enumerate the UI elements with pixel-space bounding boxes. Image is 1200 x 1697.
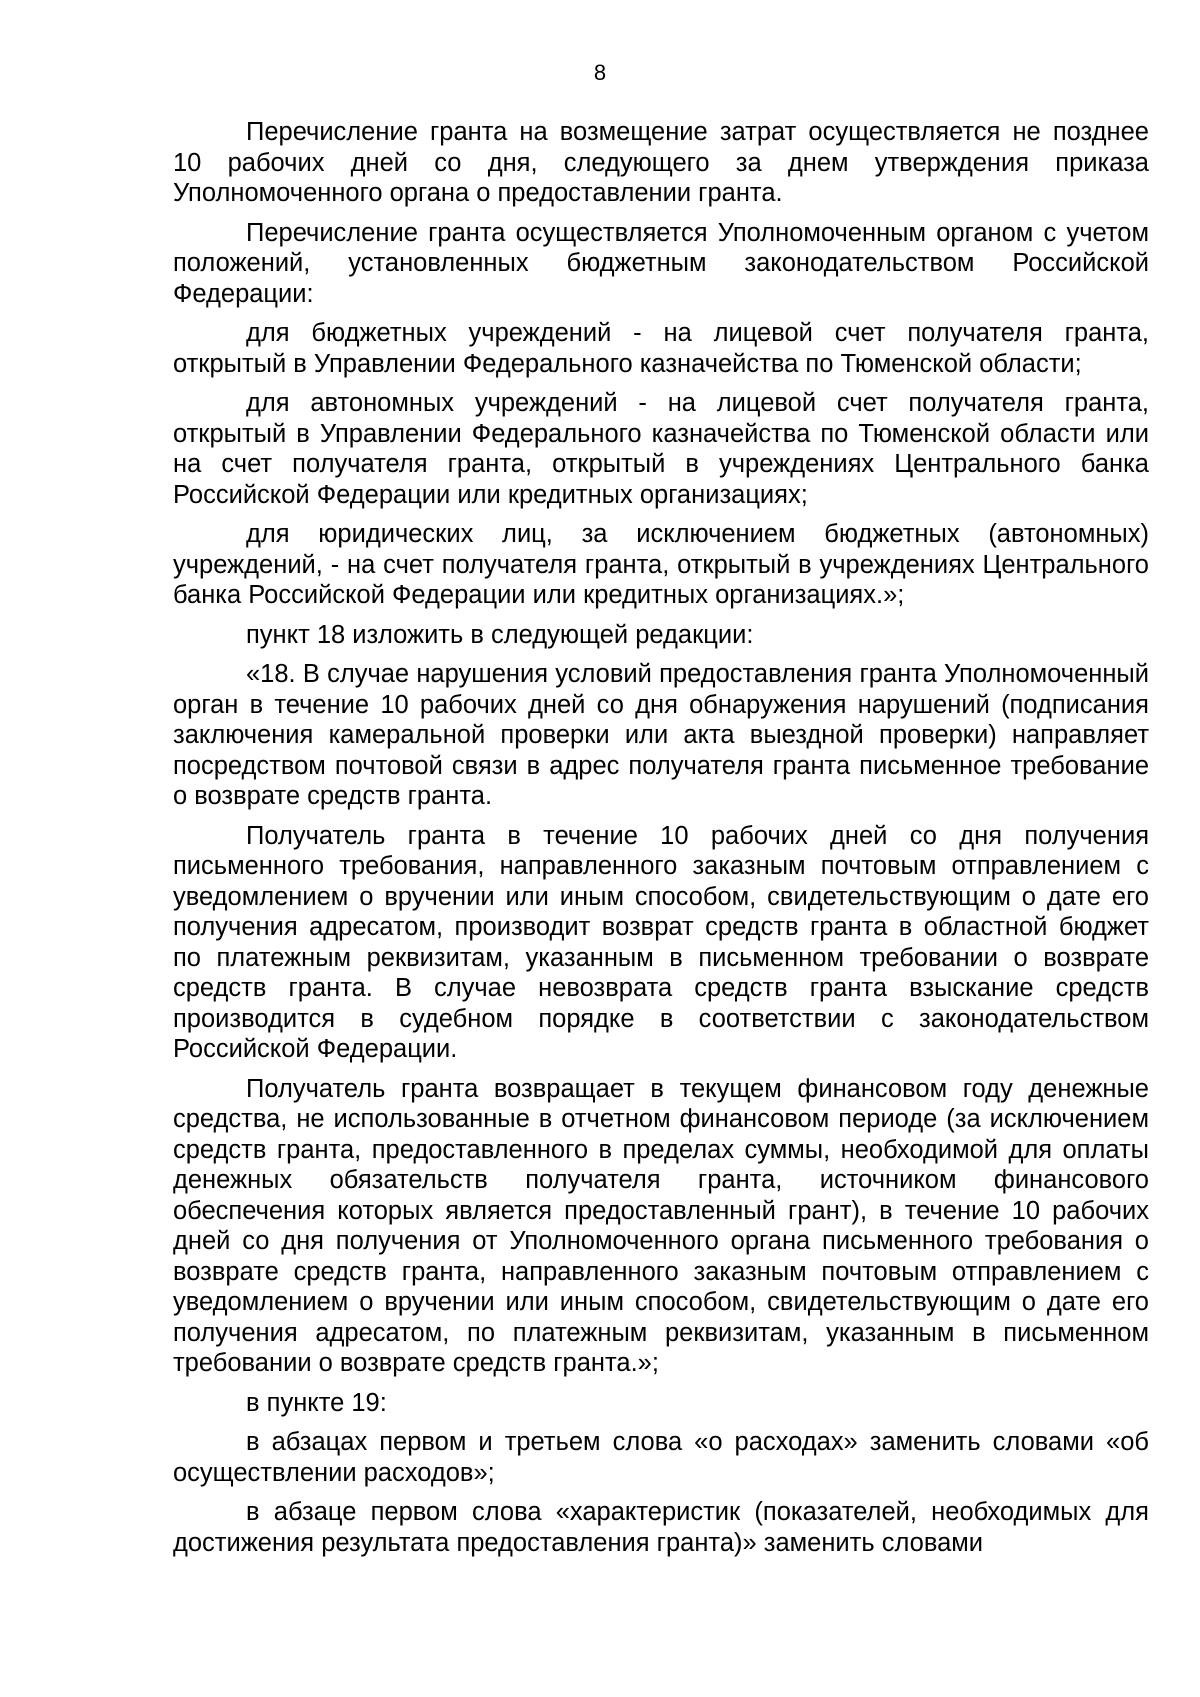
paragraph: для юридических лиц, за исключением бюджетных (автономных) учреждений, - на счет получателя гранта, открытый в учреждениях Центрального банка Российской Федерации или кредитных организациях.»; [173, 520, 1149, 609]
document-body [173, 117, 1149, 1567]
paragraph: для бюджетных учреждений - на лицевой счет получателя гранта, открытый в Управлении Федерального казначейства по Тюменской области; [173, 319, 1149, 378]
paragraph: Получатель гранта в течение 10 рабочих дней со дня получения письменного требования, направленного заказным почтовым отправлением с уведомлением о вручении или иным способом, свидетельствующим о дате его получения адресатом, производит возврат средств гранта в областной бюджет по платежным реквизитам, указанным в письменном требовании о возврате средств гранта. В случае невозврата средств гранта взыскание средств производится в судебном порядке в соответствии с законодательством Российской Федерации. [173, 821, 1149, 1063]
paragraph: пункт 18 изложить в следующей редакции: [246, 620, 754, 649]
paragraph: в абзацах первом и третьем слова «о расходах» заменить словами «об осуществлении расходов»; [173, 1428, 1149, 1487]
paragraph: для автономных учреждений - на лицевой счет получателя гранта, открытый в Управлении Федерального казначейства по Тюменской области или на счет получателя гранта, открытый в учреждениях Центрального банка Российской Федерации или кредитных организациях; [173, 389, 1149, 509]
paragraph: Перечисление гранта осуществляется Уполномоченным органом с учетом положений, установленных бюджетным законодательством Российской Федерации: [173, 218, 1149, 308]
paragraph: в абзаце первом слова «характеристик (показателей, необходимых для достижения результата предоставления гранта)» заменить словами [173, 1498, 1149, 1557]
paragraph: Перечисление гранта на возмещение затрат осуществляется не позднее 10 рабочих дней со дня, следующего за днем утверждения приказа Уполномоченного органа о предоставлении гранта. [173, 118, 1149, 207]
paragraph: в пункте 19: [246, 1388, 387, 1417]
paragraph: Получатель гранта возвращает в текущем финансовом году денежные средства, не использованные в отчетном финансовом периоде (за исключением средств гранта, предоставленного в пределах суммы, необходимой для оплаты денежных обязательств получателя гранта, источником финансового обеспечения которых является предоставленный грант), в течение 10 рабочих дней со дня получения от Уполномоченного органа письменного требования о возврате средств гранта, направленного заказным почтовым отправлением с уведомлением о вручении или иным способом, свидетельствующим о дате его получения адресатом, по платежным реквизитам, указанным в письменном требовании о возврате средств гранта.»; [173, 1074, 1149, 1377]
paragraph: «18. В случае нарушения условий предоставления гранта Уполномоченный орган в течение 10 рабочих дней со дня обнаружения нарушений (подписания заключения камеральной проверки или акта выездной проверки) направляет посредством почтовой связи в адрес получателя гранта письменное требование о возврате средств гранта. [173, 660, 1149, 810]
page-number: 8 [593, 60, 607, 85]
